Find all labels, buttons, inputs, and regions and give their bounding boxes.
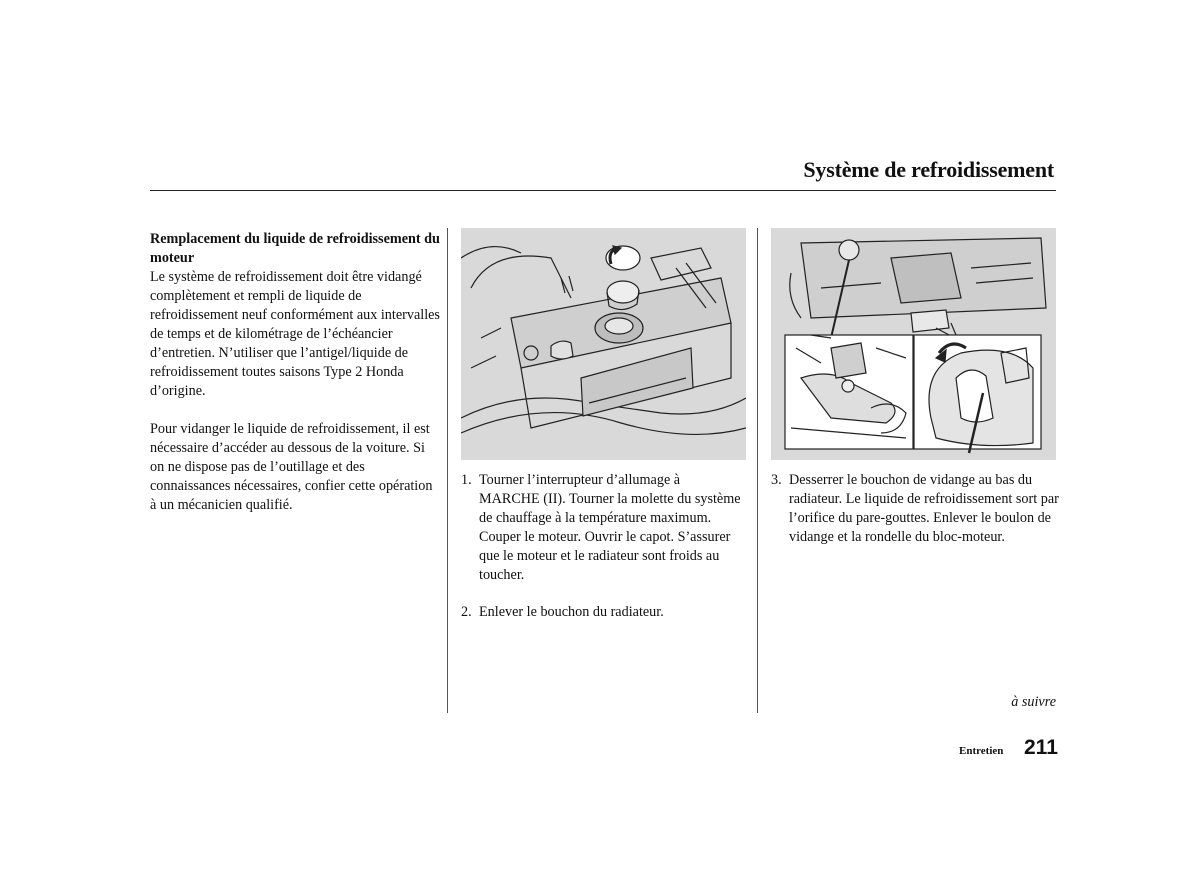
step-number: 1. (461, 472, 472, 488)
column-divider-right (757, 228, 758, 713)
steps-list-right (771, 471, 1061, 565)
page-number: 211 (1024, 736, 1058, 759)
footer-section-name: Entretien (959, 745, 1004, 757)
steps-list-middle (461, 471, 741, 640)
step-text: Tourner l’interrupteur d’allumage à MARCHE (II). Tourner la molette du système de chauffage à la température maximum. Couper le moteur. Ouvrir le capot. S’assurer que le moteur et le radiateur sont froids au toucher. (479, 472, 741, 583)
section-heading: Remplacement du liquide de refroidissement du moteur (150, 231, 440, 266)
step-number: 2. (461, 604, 472, 620)
step-item (461, 471, 741, 585)
step-text: Desserrer le bouchon de vidange au bas du radiateur. Le liquide de refroidissement sort par l’orifice du pare-gouttes. Enlever le boulon de vidange et la rondelle du bloc-moteur. (789, 472, 1059, 545)
intro-paragraph-2: Pour vidanger le liquide de refroidissement, il est nécessaire d’accéder au dessous de la voiture. Si on ne dispose pas de l’outillage et des connaissances nécessaires, confier cette opération à un mécanicien qualifié. (150, 421, 433, 513)
step-item (771, 471, 1061, 547)
radiator-drain-figure (771, 228, 1056, 460)
step-number: 3. (771, 472, 782, 488)
title-rule (150, 190, 1056, 191)
intro-column (150, 230, 442, 515)
radiator-cap-figure (461, 228, 746, 460)
step-text: Enlever le bouchon du radiateur. (479, 604, 664, 620)
step-item (461, 603, 741, 622)
intro-paragraph-1: Le système de refroidissement doit être vidangé complètement et rempli de liquide de refroidissement neuf conformément aux intervalles de temps et de kilométrage de l’échéancier d’entretien. N’utiliser que l’antigel/liquide de refroidissement toutes saisons Type 2 Honda d’origine. (150, 269, 440, 399)
radiator-drain-illustration (771, 228, 1056, 460)
radiator-cap-illustration (461, 228, 746, 460)
column-divider-left (447, 228, 448, 713)
continued-note: à suivre (1011, 694, 1056, 710)
page-title: Système de refroidissement (803, 157, 1054, 182)
